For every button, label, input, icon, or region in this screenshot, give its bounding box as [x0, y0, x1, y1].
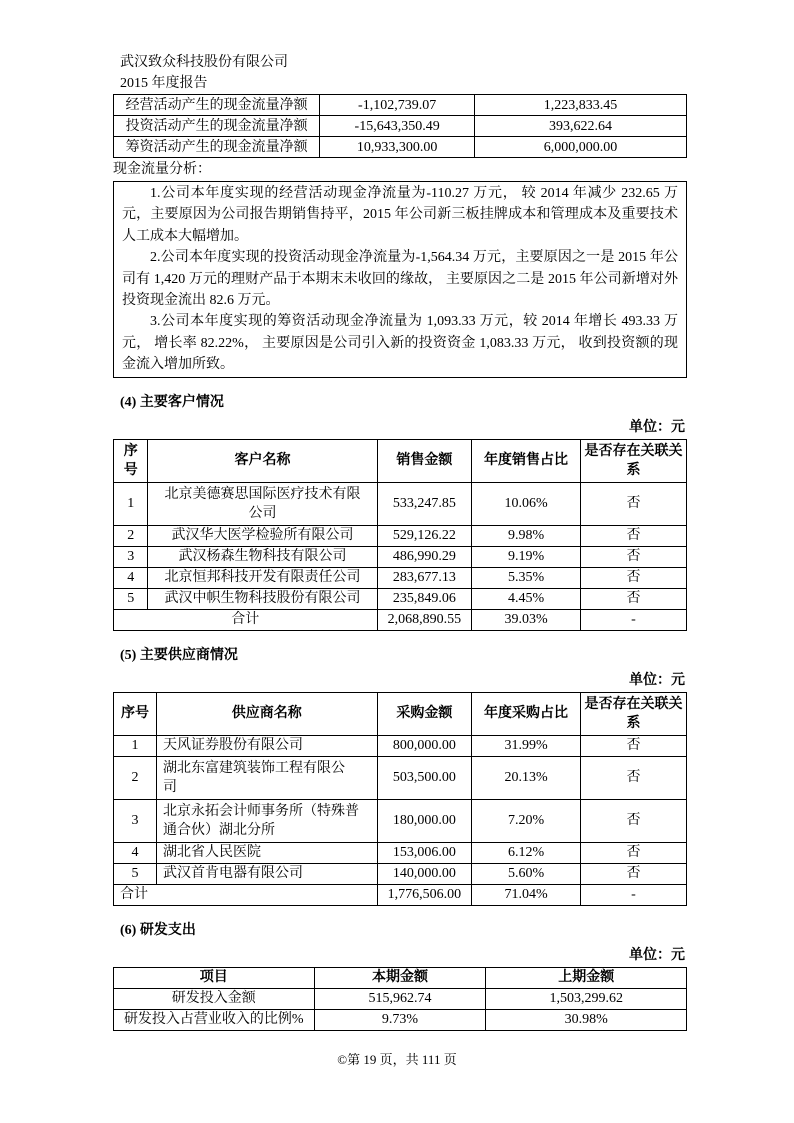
cashflow-prior-value: 6,000,000.00 — [474, 137, 686, 158]
cell-total-ratio: 39.03% — [472, 609, 581, 630]
cell-related-party: 否 — [580, 482, 686, 525]
cell-related-party: 否 — [580, 735, 686, 756]
cell-related-party: 否 — [580, 756, 686, 799]
col-header-no: 序号 — [114, 692, 157, 735]
cell-supplier-name: 北京永拓会计师事务所（特殊普通合伙）湖北分所 — [156, 799, 377, 842]
col-header-purchase-ratio: 年度采购占比 — [472, 692, 581, 735]
cell-supplier-name: 湖北东富建筑装饰工程有限公司 — [156, 756, 377, 799]
document-header — [120, 0, 687, 94]
cell-sales-ratio: 10.06% — [472, 482, 581, 525]
analysis-paragraph-1: 1.公司本年度实现的经营活动现金净流量为-110.27 万元， 较 2014 年减少 232.65 万元，主要原因为公司报告期销售持平，2015 年公司新三板挂牌成本和管理成本及重要技术人工成本大幅增加。 — [122, 186, 678, 244]
cell-purchase-ratio: 20.13% — [472, 756, 581, 799]
report-title: 2015 年度报告 — [120, 76, 208, 91]
cell-purchase-ratio: 31.99% — [472, 735, 581, 756]
cell-sales-amount: 533,247.85 — [377, 482, 472, 525]
col-header-purchase-amount: 采购金额 — [377, 692, 472, 735]
cell-no: 2 — [114, 756, 157, 799]
cell-sales-ratio: 4.45% — [472, 588, 581, 609]
cashflow-current-value: 10,933,300.00 — [320, 137, 475, 158]
cell-total-related: - — [580, 609, 686, 630]
cell-purchase-amount: 140,000.00 — [377, 863, 472, 884]
cell-sales-amount: 486,990.29 — [377, 546, 472, 567]
cell-customer-name: 北京美德赛思国际医疗技术有限公司 — [148, 482, 377, 525]
cashflow-prior-value: 1,223,833.45 — [474, 95, 686, 116]
cashflow-current-value: -15,643,350.49 — [320, 116, 475, 137]
cashflow-table — [113, 94, 687, 158]
unit-label: 单位：元 — [629, 947, 685, 963]
col-header-related-party: 是否存在关联关系 — [580, 692, 686, 735]
section-heading-customers: (4) 主要客户情况 — [120, 394, 224, 410]
cell-supplier-name: 天风证券股份有限公司 — [156, 735, 377, 756]
table-row — [114, 567, 687, 588]
col-header-supplier-name: 供应商名称 — [156, 692, 377, 735]
section-heading-rnd: (6) 研发支出 — [120, 922, 196, 938]
cashflow-label: 经营活动产生的现金流量净额 — [114, 95, 320, 116]
cashflow-analysis-label: 现金流量分析： — [113, 162, 211, 177]
cashflow-label: 投资活动产生的现金流量净额 — [114, 116, 320, 137]
cell-no: 1 — [114, 735, 157, 756]
page-number-footer: ©第 19 页，共 111 页 — [337, 1051, 457, 1067]
cell-sales-ratio: 5.35% — [472, 567, 581, 588]
table-row — [114, 988, 687, 1009]
cell-customer-name: 武汉华大医学检验所有限公司 — [148, 525, 377, 546]
cell-total-label: 合计 — [114, 884, 378, 905]
col-header-sales-amount: 销售金额 — [377, 439, 472, 482]
table-row — [114, 842, 687, 863]
cell-sales-amount: 283,677.13 — [377, 567, 472, 588]
table-header-row — [114, 439, 687, 482]
table-row — [114, 525, 687, 546]
cell-no: 1 — [114, 482, 148, 525]
table-row — [114, 799, 687, 842]
cell-total-ratio: 71.04% — [472, 884, 581, 905]
cell-sales-ratio: 9.98% — [472, 525, 581, 546]
table-row — [114, 482, 687, 525]
cell-related-party: 否 — [580, 799, 686, 842]
cell-purchase-ratio: 7.20% — [472, 799, 581, 842]
table-row — [114, 1009, 687, 1030]
col-header-current-amount: 本期金额 — [314, 967, 486, 988]
col-header-sales-ratio: 年度销售占比 — [472, 439, 581, 482]
col-header-item: 项目 — [114, 967, 315, 988]
cell-customer-name: 武汉中帜生物科技股份有限公司 — [148, 588, 377, 609]
cell-related-party: 否 — [580, 546, 686, 567]
table-header-row — [114, 692, 687, 735]
section-heading-suppliers: (5) 主要供应商情况 — [120, 647, 238, 663]
cell-related-party: 否 — [580, 588, 686, 609]
rnd-table — [113, 967, 687, 1031]
cell-rnd-prior: 1,503,299.62 — [486, 988, 687, 1009]
cell-purchase-amount: 503,500.00 — [377, 756, 472, 799]
customers-table — [113, 439, 687, 631]
cell-purchase-ratio: 6.12% — [472, 842, 581, 863]
table-row — [114, 863, 687, 884]
table-row — [114, 588, 687, 609]
cell-total-amount: 2,068,890.55 — [377, 609, 472, 630]
cell-related-party: 否 — [580, 525, 686, 546]
cell-sales-ratio: 9.19% — [472, 546, 581, 567]
cell-related-party: 否 — [580, 567, 686, 588]
cell-purchase-amount: 180,000.00 — [377, 799, 472, 842]
cell-related-party: 否 — [580, 842, 686, 863]
table-row — [114, 116, 687, 137]
analysis-paragraph-3: 3.公司本年度实现的筹资活动现金净流量为 1,093.33 万元，较 2014 年增长 493.33 万元， 增长率 82.22%， 主要原因是公司引入新的投资资金 1,083.33 万元， 收到投资额的现金流入增加所致。 — [122, 314, 678, 373]
cell-no: 3 — [114, 546, 148, 567]
cell-total-related: - — [580, 884, 686, 905]
cashflow-analysis-box — [113, 181, 687, 378]
cell-no: 3 — [114, 799, 157, 842]
table-row — [114, 95, 687, 116]
table-header-row — [114, 967, 687, 988]
table-row — [114, 546, 687, 567]
cell-rnd-current: 515,962.74 — [314, 988, 486, 1009]
cell-no: 4 — [114, 567, 148, 588]
cell-no: 2 — [114, 525, 148, 546]
cashflow-prior-value: 393,622.64 — [474, 116, 686, 137]
analysis-paragraph-2: 2.公司本年度实现的投资活动现金净流量为-1,564.34 万元，主要原因之一是 2015 年公司有 1,420 万元的理财产品于本期末未收回的缘故， 主要原因之二是 2015 年公司新增对外投资现金流出 82.6 万元。 — [122, 250, 678, 309]
cell-related-party: 否 — [580, 863, 686, 884]
table-row — [114, 137, 687, 158]
unit-label: 单位：元 — [629, 419, 685, 435]
cell-supplier-name: 湖北省人民医院 — [156, 842, 377, 863]
cell-no: 5 — [114, 863, 157, 884]
cell-rnd-item: 研发投入金额 — [114, 988, 315, 1009]
cell-total-label: 合计 — [114, 609, 378, 630]
cell-supplier-name: 武汉首肯电器有限公司 — [156, 863, 377, 884]
col-header-prior-amount: 上期金额 — [486, 967, 687, 988]
col-header-related-party: 是否存在关联关系 — [580, 439, 686, 482]
cell-purchase-ratio: 5.60% — [472, 863, 581, 884]
cashflow-current-value: -1,102,739.07 — [320, 95, 475, 116]
col-header-customer-name: 客户名称 — [148, 439, 377, 482]
suppliers-table — [113, 692, 687, 906]
col-header-no: 序号 — [114, 439, 148, 482]
cell-purchase-amount: 153,006.00 — [377, 842, 472, 863]
cashflow-label: 筹资活动产生的现金流量净额 — [114, 137, 320, 158]
cell-customer-name: 北京恒邦科技开发有限责任公司 — [148, 567, 377, 588]
cell-no: 5 — [114, 588, 148, 609]
company-name: 武汉致众科技股份有限公司 — [120, 55, 288, 70]
cell-rnd-prior: 30.98% — [486, 1009, 687, 1030]
table-total-row — [114, 884, 687, 905]
cell-customer-name: 武汉杨森生物科技有限公司 — [148, 546, 377, 567]
cell-sales-amount: 235,849.06 — [377, 588, 472, 609]
cell-total-amount: 1,776,506.00 — [377, 884, 472, 905]
cell-no: 4 — [114, 842, 157, 863]
cell-rnd-item: 研发投入占营业收入的比例% — [114, 1009, 315, 1030]
table-row — [114, 735, 687, 756]
cell-sales-amount: 529,126.22 — [377, 525, 472, 546]
cell-purchase-amount: 800,000.00 — [377, 735, 472, 756]
cell-rnd-current: 9.73% — [314, 1009, 486, 1030]
table-total-row — [114, 609, 687, 630]
table-row — [114, 756, 687, 799]
unit-label: 单位：元 — [629, 672, 685, 688]
